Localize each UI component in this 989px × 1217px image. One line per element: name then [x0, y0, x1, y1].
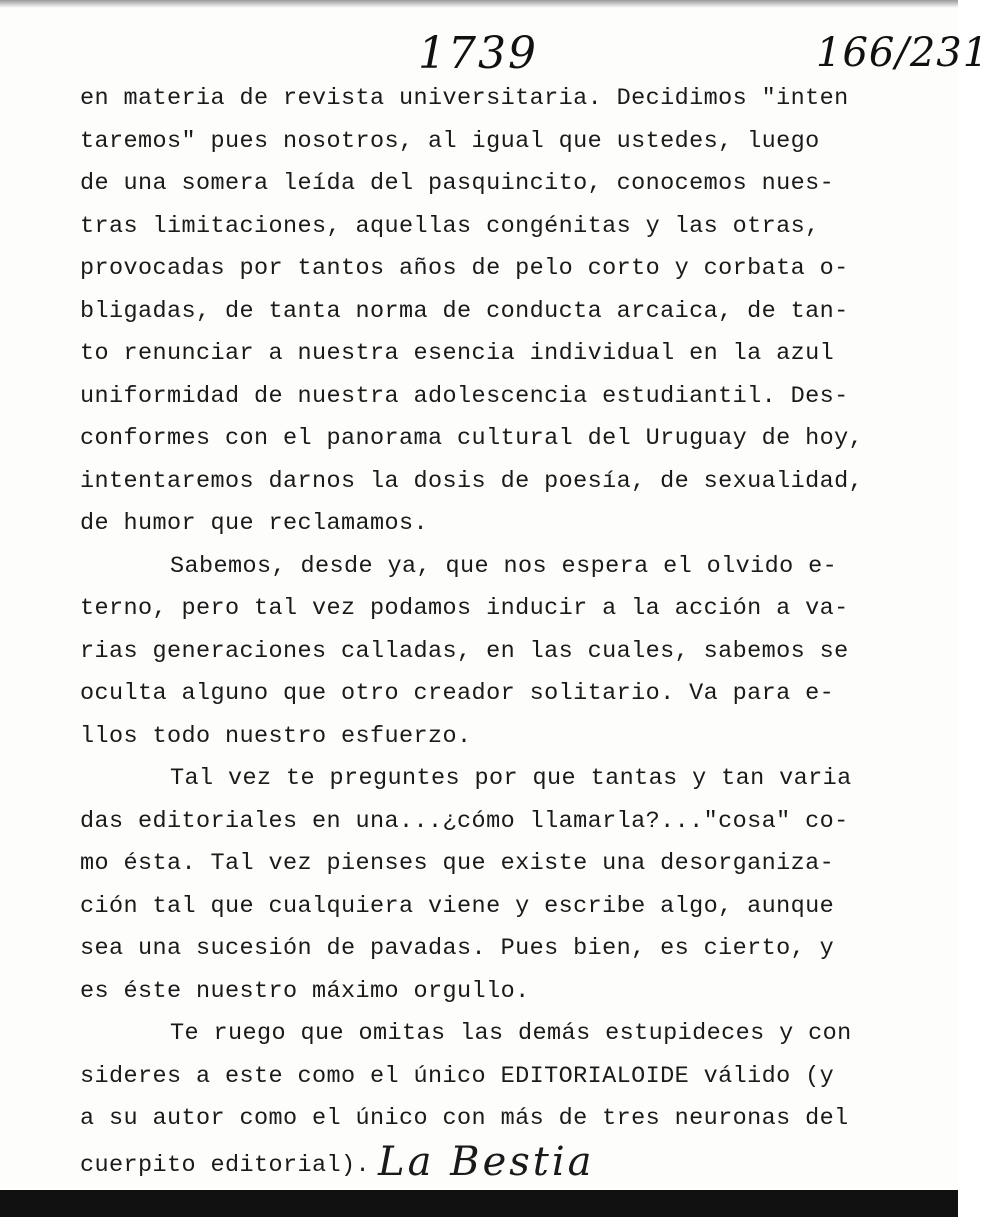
text-line — [80, 376, 880, 419]
text-line — [80, 886, 880, 929]
text-line — [80, 206, 880, 249]
text-line-content: oculta alguno que otro creador solitario. Va para e- — [80, 680, 835, 707]
text-line — [80, 673, 880, 716]
text-line — [80, 248, 880, 291]
text-line — [80, 546, 880, 589]
text-line-content: es éste nuestro máximo orgullo. — [80, 977, 530, 1005]
text-line — [80, 1013, 880, 1056]
text-line — [80, 78, 880, 121]
handwritten-page-number: 1739 — [418, 28, 538, 79]
text-line-content: llos todo nuestro esfuerzo. — [80, 722, 472, 750]
text-line — [80, 928, 880, 971]
text-line-content: tras limitaciones, aquellas congénitas y las otras, — [80, 212, 820, 240]
text-line — [80, 333, 880, 376]
text-line-content: sideres a este como el único EDITORIALOIDE válido (y — [80, 1062, 835, 1090]
handwritten-signature: La Bestia — [378, 1138, 595, 1185]
scan-bottom-edge — [0, 1190, 958, 1217]
text-line-content: a su autor como el único con más de tres neuronas del — [80, 1105, 849, 1132]
text-line — [80, 291, 880, 334]
text-line — [80, 163, 880, 206]
text-line-content: rias generaciones calladas, en las cuales, sabemos se — [80, 637, 849, 665]
text-line-content: provocadas por tantos años de pelo corto y corbata o- — [80, 255, 849, 282]
text-line-content: ción tal que cualquiera viene y escribe algo, aunque — [80, 892, 835, 920]
text-line — [80, 801, 880, 844]
text-line — [80, 843, 880, 886]
text-line — [80, 418, 880, 461]
text-line-content: sea una sucesión de pavadas. Pues bien, es cierto, y — [80, 935, 835, 962]
text-line-content: Tal vez te preguntes por que tantas y tan varia — [170, 765, 852, 792]
text-line — [80, 1138, 880, 1185]
text-line — [80, 121, 880, 164]
scan-top-edge — [0, 0, 958, 8]
text-line-content: terno, pero tal vez podamos inducir a la acción a va- — [80, 595, 849, 622]
text-line-content: intentaremos darnos la dosis de poesía, de sexualidad, — [80, 467, 864, 495]
text-line-content: das editoriales en una...¿cómo llamarla?..."cosa" co- — [80, 807, 849, 835]
text-line-content: conformes con el panorama cultural del Uruguay de hoy, — [80, 425, 864, 452]
text-line — [80, 716, 880, 759]
text-line — [80, 631, 880, 674]
typewritten-body — [80, 78, 880, 1183]
text-line-content: Sabemos, desde ya, que nos espera el olvido e- — [170, 552, 838, 580]
text-line — [80, 971, 880, 1014]
text-line-content: de humor que reclamamos. — [80, 510, 429, 537]
text-line — [80, 1056, 880, 1099]
text-line-content: to renunciar a nuestra esencia individual en la azul — [80, 340, 835, 367]
text-line-content: Te ruego que omitas las demás estupideces y con — [170, 1020, 852, 1047]
text-line-content: cuerpito editorial). — [80, 1151, 371, 1179]
text-line-content: uniformidad de nuestra adolescencia estudiantil. Des- — [80, 382, 849, 410]
text-line — [80, 503, 880, 546]
text-line — [80, 758, 880, 801]
text-line — [80, 461, 880, 504]
text-line-content: taremos" pues nosotros, al igual que ustedes, luego — [80, 127, 820, 155]
text-line — [80, 588, 880, 631]
handwritten-folio-number: 166/231 — [816, 30, 989, 76]
text-line-content: en materia de revista universitaria. Decidimos "inten — [80, 85, 849, 112]
text-line — [80, 1098, 880, 1141]
text-line-content: de una somera leída del pasquincito, conocemos nues- — [80, 170, 835, 197]
text-line-content: mo ésta. Tal vez pienses que existe una desorganiza- — [80, 850, 835, 877]
text-line-content: bligadas, de tanta norma de conducta arcaica, de tan- — [80, 297, 849, 325]
